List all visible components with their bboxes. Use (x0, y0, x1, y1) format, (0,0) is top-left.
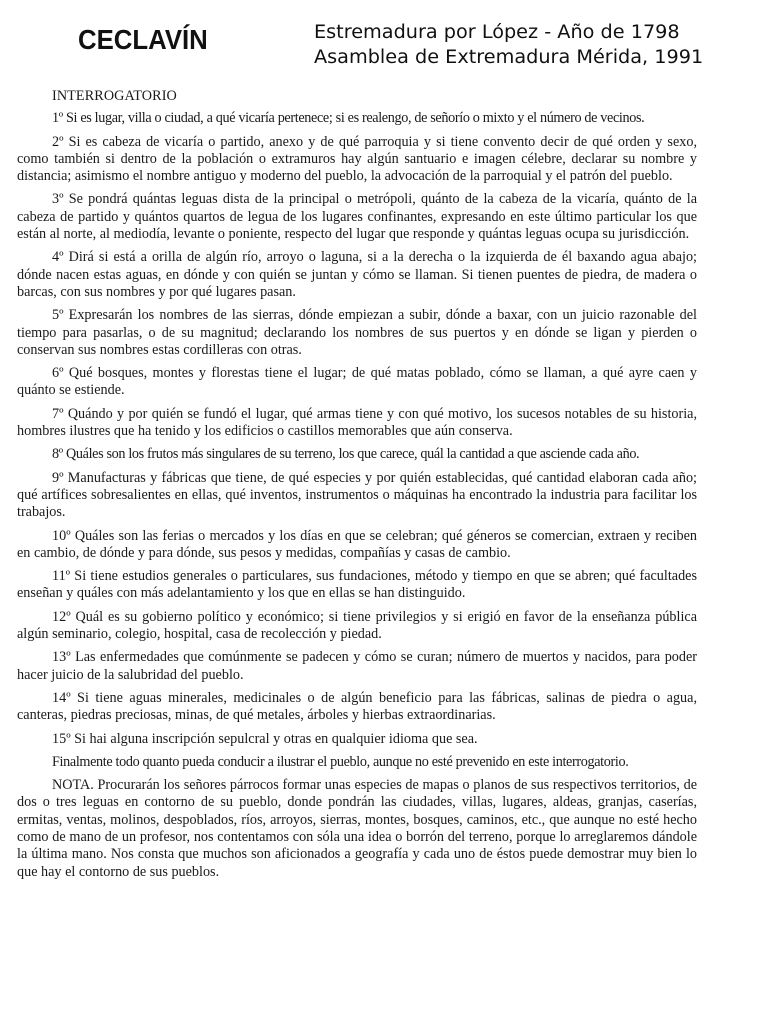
question-3: 3º Se pondrá quántas leguas dista de la principal o metrópoli, quánto de la cabeza de la vicaría, quánto de la cabeza de partido y quántos quartos de legua de los lugares confinantes, expresando en este último particular los que están al norte, al mediodía, levante o poniente, respecto del lugar que responde y quántas leguas ocupa su jurisdicción. (17, 191, 697, 243)
question-2: 2º Si es cabeza de vicaría o partido, anexo y de qué parroquia y si tiene convento decir de qué orden y sexo, como también si dentro de la población o extramuros hay algún santuario e imagen célebre, declarar su nombre y distancia; asimismo el nombre antiguo y moderno del pueblo, la advocación de la parroquial y el patrón del pueblo. (17, 133, 697, 185)
question-6: 6º Qué bosques, montes y florestas tiene el lugar; de qué matas poblado, cómo se llaman, a qué ayre caen y quánto se estiende. (17, 365, 697, 399)
question-8: 8º Quáles son los frutos más singulares de su terreno, los que carece, quál la cantidad a que asciende cada año. (52, 446, 640, 463)
question-15: 15º Si hai alguna inscripción sepulcral y otras en qualquier idioma que sea. (52, 730, 478, 747)
question-13: 13º Las enfermedades que comúnmente se padecen y cómo se curan; número de muertos y nacidos, para poder hacer juicio de la salubridad del pueblo. (17, 649, 697, 683)
question-14: 14º Si tiene aguas minerales, medicinales o de algún beneficio para las fábricas, salinas de piedra o agua, canteras, piedras preciosas, minas, de qué metales, árboles y hierbas extraordinarias. (17, 689, 697, 724)
question-12: 12º Quál es su gobierno político y económico; si tiene privilegios y si erigió en favor de la enseñanza pública algún seminario, colegio, hospital, casa de recolección y piedad. (17, 608, 697, 643)
final-question: Finalmente todo quanto pueda conducir a ilustrar el pueblo, aunque no esté prevenido en este interrogatorio. (52, 753, 629, 770)
question-9: 9º Manufacturas y fábricas que tiene, de qué especies y por quién establecidas, qué cantidad elaboran cada año; qué artífices sobresalientes en ellas, qué inventos, instrumentos o máquinas ha encontrado la industria para facilitar los trabajos. (17, 469, 697, 521)
question-11: 11º Si tiene estudios generales o particulares, sus fundaciones, método y tiempo en que se abren; qué facultades enseñan y quáles con más adelantamiento y los que en ellas se han distinguido. (17, 568, 697, 602)
question-5: 5º Expresarán los nombres de las sierras, dónde empiezan a subir, dónde a baxar, con un juicio razonable del tiempo para pasarlas, o de su magnitud; declarando los nombres de sus puertos y en dónde se ligan y pierden o conservan sus nombres estas cordilleras con otras. (17, 307, 697, 358)
source-line-2: Asamblea de Extremadura Mérida, 1991 (314, 47, 704, 68)
document-body (17, 88, 697, 887)
source-line-1: Estremadura por López - Año de 1798 (314, 22, 680, 43)
question-1: 1º Si es lugar, villa o ciudad, a qué vicaría pertenece; si es realengo, de señorío o mixto y el número de vecinos. (52, 110, 645, 127)
section-title: INTERROGATORIO (52, 88, 177, 104)
source-header (314, 20, 704, 70)
question-10: 10º Quáles son las ferias o mercados y los días en que se celebran; qué géneros se comercian, extraen y reciben en cambio, de dónde y para dónde, sus pesos y medidas, compañías y casas de cambio. (17, 527, 697, 561)
nota-paragraph: NOTA. Procurarán los señores párrocos formar unas especies de mapas o planos de sus respectivos territorios, de dos o tres leguas en contorno de su pueblo, donde pondrán las ciudades, villas, lugares, aldeas, granjas, caserías, ermitas, ventas, molinos, despoblados, ríos, arroyos, sierras, montes, bosques, caminos, etc., que aunque no esté hecho como de mano de un profesor, nos contentamos con sóla una idea o borrón del terreno, porque lo arreglaremos dándole la última mano. Nos consta que muchos son aficionados a geografía y cada uno de éstos puede demostrar muy bien lo que hay el contorno de sus pueblos. (17, 777, 697, 880)
question-7: 7º Quándo y por quién se fundó el lugar, qué armas tiene y con qué motivo, los sucesos notables de su historia, hombres ilustres que ha tenido y los edificios o castillos memorables que aún conserva. (17, 405, 697, 440)
question-4: 4º Dirá si está a orilla de algún río, arroyo o laguna, si a la derecha o la izquierda de él baxando agua abajo; dónde nacen estas aguas, en dónde y con quién se juntan y cómo se llaman. Si tienen puentes de piedra, de madera o barcas, con sus nombres y por qué lugares pasan. (17, 249, 697, 300)
place-title: CECLAVÍN (78, 24, 208, 55)
